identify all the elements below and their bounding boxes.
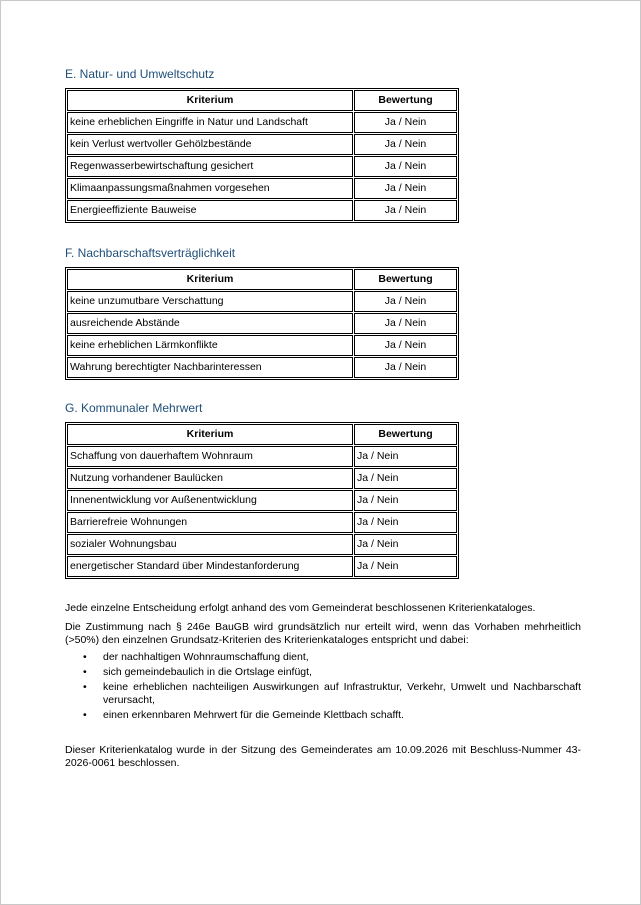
criterion-cell: Nutzung vorhandener Baulücken — [67, 468, 353, 489]
paragraph-decision-basis: Jede einzelne Entscheidung erfolgt anhand des vom Gemeinderat beschlossenen Kriterienkataloges. — [65, 602, 536, 614]
table-row — [67, 156, 457, 177]
criterion-cell: keine erheblichen Lärmkonflikte — [67, 335, 353, 356]
section-natur-umweltschutz — [65, 67, 459, 223]
table-header-row — [67, 269, 457, 290]
rating-cell: Ja / Nein — [354, 512, 457, 533]
table-row — [67, 446, 457, 467]
column-header-criterion: Kriterium — [67, 90, 353, 111]
criterion-cell: Regenwasserbewirtschaftung gesichert — [67, 156, 353, 177]
list-item: • keine erheblichen nachteiligen Auswirkungen auf Infrastruktur, Verkehr, Umwelt und Nachbarschaft verursacht, — [103, 681, 581, 707]
rating-cell: Ja / Nein — [354, 534, 457, 555]
criterion-cell: Wahrung berechtigter Nachbarinteressen — [67, 357, 353, 378]
table-row — [67, 335, 457, 356]
rating-cell: Ja / Nein — [354, 446, 457, 467]
criterion-cell: keine erheblichen Eingriffe in Natur und Landschaft — [67, 112, 353, 133]
column-header-criterion: Kriterium — [67, 269, 353, 290]
rating-cell: Ja / Nein — [354, 200, 457, 221]
criterion-cell: Schaffung von dauerhaftem Wohnraum — [67, 446, 353, 467]
rating-cell: Ja / Nein — [354, 556, 457, 577]
section-kommunaler-mehrwert — [65, 401, 459, 579]
list-item: • der nachhaltigen Wohnraumschaffung dient, — [103, 651, 581, 664]
column-header-criterion: Kriterium — [67, 424, 353, 445]
table-row — [67, 490, 457, 511]
criterion-cell: kein Verlust wertvoller Gehölzbestände — [67, 134, 353, 155]
table-row — [67, 357, 457, 378]
column-header-rating: Bewertung — [354, 269, 457, 290]
criteria-table — [65, 267, 459, 380]
rating-cell: Ja / Nein — [354, 468, 457, 489]
table-row — [67, 534, 457, 555]
criterion-cell: keine unzumutbare Verschattung — [67, 291, 353, 312]
column-header-rating: Bewertung — [354, 424, 457, 445]
table-row — [67, 468, 457, 489]
paragraph-approval-conditions: Die Zustimmung nach § 246e BauGB wird grundsätzlich nur erteilt wird, wenn das Vorhaben mehrheitlich (>50%) den einzelnen Grundsatz-Kriterien des Kriterienkataloges entspricht und dabei: — [65, 621, 581, 646]
rating-cell: Ja / Nein — [354, 335, 457, 356]
table-row — [67, 512, 457, 533]
section-heading: G. Kommunaler Mehrwert — [65, 401, 203, 415]
column-header-rating: Bewertung — [354, 90, 457, 111]
criterion-cell: energetischer Standard über Mindestanforderung — [67, 556, 353, 577]
table-row — [67, 313, 457, 334]
table-row — [67, 134, 457, 155]
section-nachbarschaftsvertraeglichkeit — [65, 246, 459, 380]
criteria-table — [65, 422, 459, 579]
criterion-cell: ausreichende Abstände — [67, 313, 353, 334]
table-row — [67, 291, 457, 312]
section-heading: E. Natur- und Umweltschutz — [65, 67, 215, 81]
body-text — [65, 602, 581, 776]
table-header-row — [67, 424, 457, 445]
criteria-table — [65, 88, 459, 223]
table-row — [67, 556, 457, 577]
table-header-row — [67, 90, 457, 111]
list-item: • sich gemeindebaulich in die Ortslage einfügt, — [103, 666, 581, 679]
rating-cell: Ja / Nein — [354, 291, 457, 312]
table-row — [67, 112, 457, 133]
paragraph-resolution: Dieser Kriterienkatalog wurde in der Sitzung des Gemeinderates am 10.09.2026 mit Beschluss-Nummer 43-2026-0061 beschlossen. — [65, 744, 581, 769]
rating-cell: Ja / Nein — [354, 490, 457, 511]
criterion-cell: Barrierefreie Wohnungen — [67, 512, 353, 533]
rating-cell: Ja / Nein — [354, 134, 457, 155]
rating-cell: Ja / Nein — [354, 357, 457, 378]
criterion-cell: Innenentwicklung vor Außenentwicklung — [67, 490, 353, 511]
criterion-cell: Energieeffiziente Bauweise — [67, 200, 353, 221]
rating-cell: Ja / Nein — [354, 112, 457, 133]
criterion-cell: Klimaanpassungsmaßnahmen vorgesehen — [67, 178, 353, 199]
criterion-cell: sozialer Wohnungsbau — [67, 534, 353, 555]
table-row — [67, 200, 457, 221]
section-heading: F. Nachbarschaftsverträglichkeit — [65, 246, 236, 260]
rating-cell: Ja / Nein — [354, 156, 457, 177]
rating-cell: Ja / Nein — [354, 178, 457, 199]
rating-cell: Ja / Nein — [354, 313, 457, 334]
table-row — [67, 178, 457, 199]
list-item: • einen erkennbaren Mehrwert für die Gemeinde Klettbach schafft. — [103, 709, 581, 722]
conditions-list — [65, 651, 581, 722]
